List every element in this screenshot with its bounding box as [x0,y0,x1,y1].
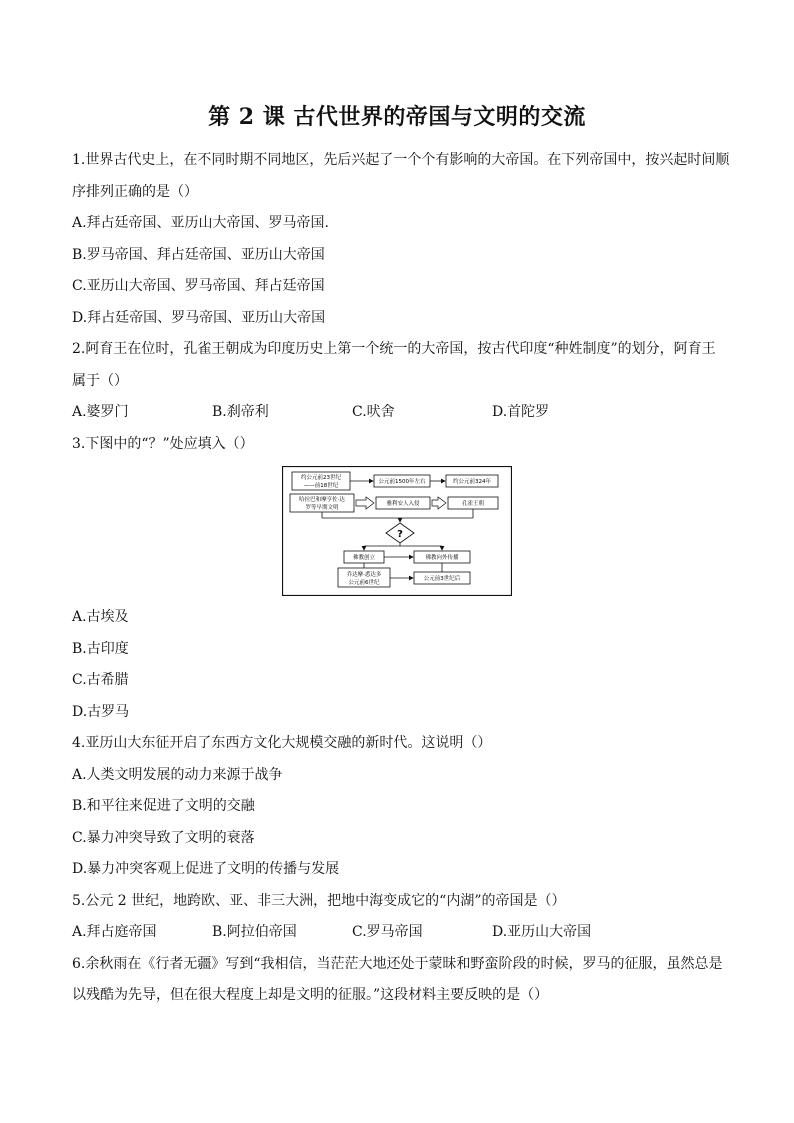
q2-stem-line1: 2.阿育王在位时，孔雀王朝成为印度历史上第一个统一的大帝国，按古代印度“种姓制度”的划分，阿育王 [72,341,716,357]
q5-option-c: C.罗马帝国 [352,924,423,940]
box-buddhism-spread-label: 佛教向外传播 [425,555,459,561]
q5-option-b: B.阿拉伯帝国 [212,924,297,940]
q1-option-c: C.亚历山大帝国、罗马帝国、拜占廷帝国 [72,278,325,294]
q3-option-c: C.古希腊 [72,672,129,688]
document-page [72,100,730,1012]
q4-option-c: C.暴力冲突导致了文明的衰落 [72,829,255,846]
q3-option-b: B.古印度 [72,640,129,657]
q2-options [72,397,722,429]
q6-stem-line1: 6.余秋雨在《行者无疆》写到“我相信，当茫茫大地还处于蒙昧和野蛮阶段的时候，罗马的征服，虽然总是 [72,955,723,972]
q5-option-a: A.拜占庭帝国 [72,924,157,940]
q1-stem-line2: 序排列正确的是（） [72,183,198,200]
q4-stem: 4.亚历山大东征开启了东西方文化大规模交融的新时代。这说明（） [72,735,492,751]
q1-stem-line1: 1.世界古代史上，在不同时期不同地区，先后兴起了一个个有影响的大帝国。在下列帝国中，按兴起时间顺 [72,152,730,168]
q1-option-a: A.拜占廷帝国、亚历山大帝国、罗马帝国. [72,215,330,231]
box-siddhartha-label2: 公元前6世纪 [348,580,380,586]
q3-option-a: A.古埃及 [72,609,129,625]
q2-option-d: D.首陀罗 [492,404,550,420]
q5-option-d: D.亚历山大帝国 [492,924,592,940]
box-1500bc-label: 公元前1500年左右 [378,479,426,485]
box-harappa-label2: 罗等早期文明 [305,505,339,511]
q1-option-b: B.罗马帝国、拜占廷帝国、亚历山大帝国 [72,246,325,263]
q5-stem: 5.公元 2 世纪，地跨欧、亚、非三大洲，把地中海变成它的“内湖”的帝国是（） [72,892,566,909]
q6-stem-line2: 以残酷为先导，但在很大程度上却是文明的征服。”这段材料主要反映的是（） [72,987,549,1003]
flowchart [282,466,512,596]
q2-stem-line2: 属于（） [72,372,128,389]
q3-flowchart-figure [72,466,722,596]
q2-option-b: B.刹帝利 [212,404,269,420]
question-mark: ? [397,529,403,540]
q4-option-a: A.人类文明发展的动力来源于战争 [72,766,283,783]
q5-options [72,917,722,949]
box-23c-bc-label: 约公元前23世纪 [301,475,341,481]
q2-option-c: C.吠舍 [352,404,395,420]
q4-option-d: D.暴力冲突客观上促进了文明的传播与发展 [72,861,340,877]
q3-stem: 3.下图中的“？”处应填入（） [72,435,254,452]
q2-option-a: A.婆罗门 [72,404,129,420]
box-maurya-label: 孔雀王朝 [461,501,485,507]
box-siddhartha-label: 乔达摩·悉达多 [346,572,382,578]
q1-option-d: D.拜占廷帝国、罗马帝国、亚历山大帝国 [72,309,326,326]
q4-option-b: B.和平往来促进了文明的交融 [72,798,255,814]
box-324bc-label: 约公元前324年 [453,479,491,485]
q3-option-d: D.古罗马 [72,703,130,720]
box-aryan-label: 雅利安人入侵 [386,501,420,507]
box-harappa-label: 哈拉巴和摩亨佐·达 [299,497,345,503]
box-23c-bc-label2: ——前18世纪 [303,483,339,489]
box-3c-bc-label: 公元前3世纪后 [423,576,461,582]
page-title: 第 2 课 古代世界的帝国与文明的交流 [208,104,586,130]
box-buddhism-founded-label: 佛教创立 [352,555,376,561]
